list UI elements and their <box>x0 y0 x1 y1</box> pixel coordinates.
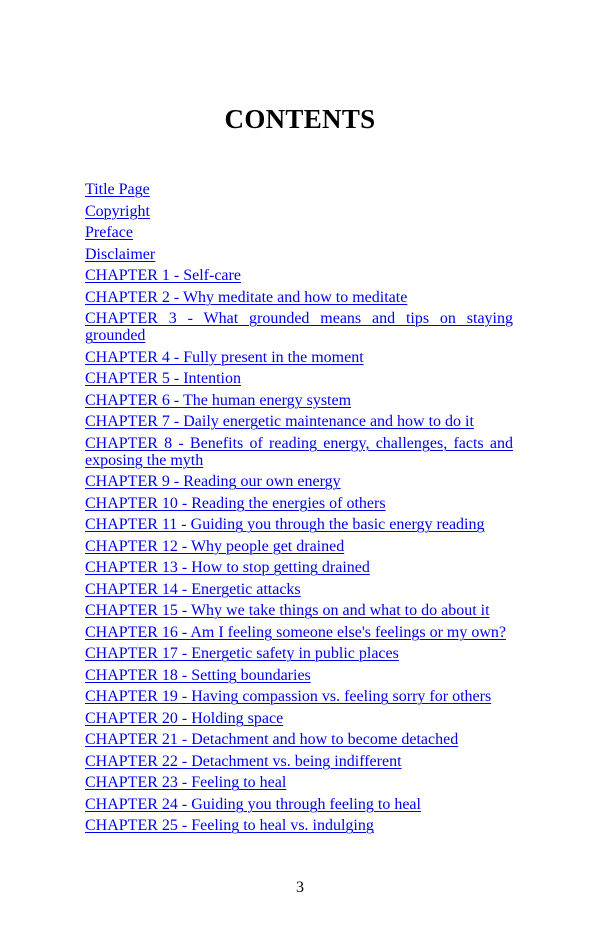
toc-entry <box>85 203 513 220</box>
toc-link[interactable] <box>85 435 513 469</box>
toc-entry <box>85 731 513 748</box>
toc-link[interactable]: CHAPTER 21 - Detachment and how to become detached <box>85 731 459 749</box>
toc-entry <box>85 181 513 198</box>
toc-link[interactable]: CHAPTER 2 - Why meditate and how to meditate <box>85 288 408 306</box>
toc-link[interactable]: CHAPTER 25 - Feeling to heal vs. indulging <box>85 817 374 835</box>
toc-entry <box>85 289 513 306</box>
toc-entry <box>85 435 513 469</box>
toc-entry <box>85 774 513 791</box>
toc-link[interactable]: Copyright <box>85 202 150 220</box>
toc-entry <box>85 246 513 263</box>
toc-entry <box>85 753 513 770</box>
toc-entry <box>85 645 513 662</box>
toc-entry <box>85 667 513 684</box>
toc-link[interactable]: CHAPTER 18 - Setting boundaries <box>85 666 311 684</box>
toc-entry <box>85 267 513 284</box>
toc-entry <box>85 516 513 533</box>
toc-link[interactable] <box>85 310 513 344</box>
toc-link[interactable]: CHAPTER 6 - The human energy system <box>85 391 352 409</box>
toc-link[interactable]: CHAPTER 24 - Guiding you through feeling to heal <box>85 795 421 813</box>
toc-link-line2: exposing the myth <box>85 451 204 469</box>
toc-link[interactable]: CHAPTER 20 - Holding space <box>85 709 284 727</box>
toc-link[interactable]: CHAPTER 13 - How to stop getting drained <box>85 559 370 577</box>
toc-link-line1: CHAPTER 3 - What grounded means and tips on staying <box>85 310 513 327</box>
toc-entry <box>85 817 513 834</box>
page-title: CONTENTS <box>224 104 376 134</box>
toc-link[interactable]: CHAPTER 19 - Having compassion vs. feeling sorry for others <box>85 688 492 706</box>
toc-entry <box>85 224 513 241</box>
table-of-contents <box>85 181 513 839</box>
toc-entry <box>85 349 513 366</box>
toc-entry <box>85 581 513 598</box>
toc-link[interactable]: CHAPTER 10 - Reading the energies of others <box>85 494 386 512</box>
toc-link[interactable]: CHAPTER 17 - Energetic safety in public places <box>85 645 399 663</box>
toc-link[interactable]: CHAPTER 5 - Intention <box>85 370 241 388</box>
toc-entry <box>85 624 513 641</box>
toc-link[interactable]: CHAPTER 4 - Fully present in the moment <box>85 348 364 366</box>
toc-entry <box>85 473 513 490</box>
toc-link[interactable]: CHAPTER 23 - Feeling to heal <box>85 774 287 792</box>
toc-entry <box>85 392 513 409</box>
toc-link[interactable]: CHAPTER 22 - Detachment vs. being indifferent <box>85 752 402 770</box>
toc-link[interactable]: CHAPTER 15 - Why we take things on and what to do about it <box>85 602 490 620</box>
toc-entry <box>85 310 513 344</box>
toc-entry <box>85 710 513 727</box>
toc-link[interactable]: CHAPTER 1 - Self-care <box>85 267 241 284</box>
toc-link[interactable]: Disclaimer <box>85 245 156 263</box>
toc-link[interactable]: CHAPTER 9 - Reading our own energy <box>85 473 341 491</box>
toc-link[interactable]: CHAPTER 14 - Energetic attacks <box>85 580 301 598</box>
toc-link[interactable]: CHAPTER 16 - Am I feeling someone else's feelings or my own? <box>85 623 507 641</box>
toc-entry <box>85 495 513 512</box>
toc-entry <box>85 559 513 576</box>
toc-link[interactable]: CHAPTER 11 - Guiding you through the basic energy reading <box>85 516 485 534</box>
toc-entry <box>85 796 513 813</box>
toc-entry <box>85 538 513 555</box>
toc-entry <box>85 413 513 430</box>
toc-link[interactable]: CHAPTER 12 - Why people get drained <box>85 537 345 555</box>
toc-entry <box>85 370 513 387</box>
toc-link-line1: CHAPTER 8 - Benefits of reading energy, challenges, facts and <box>85 434 513 452</box>
toc-entry <box>85 602 513 619</box>
toc-link[interactable]: Title Page <box>85 181 150 198</box>
toc-link-line2: grounded <box>85 327 146 345</box>
page-number: 3 <box>296 879 304 896</box>
toc-link[interactable]: Preface <box>85 224 133 241</box>
toc-entry <box>85 688 513 705</box>
toc-link[interactable]: CHAPTER 7 - Daily energetic maintenance and how to do it <box>85 413 474 431</box>
